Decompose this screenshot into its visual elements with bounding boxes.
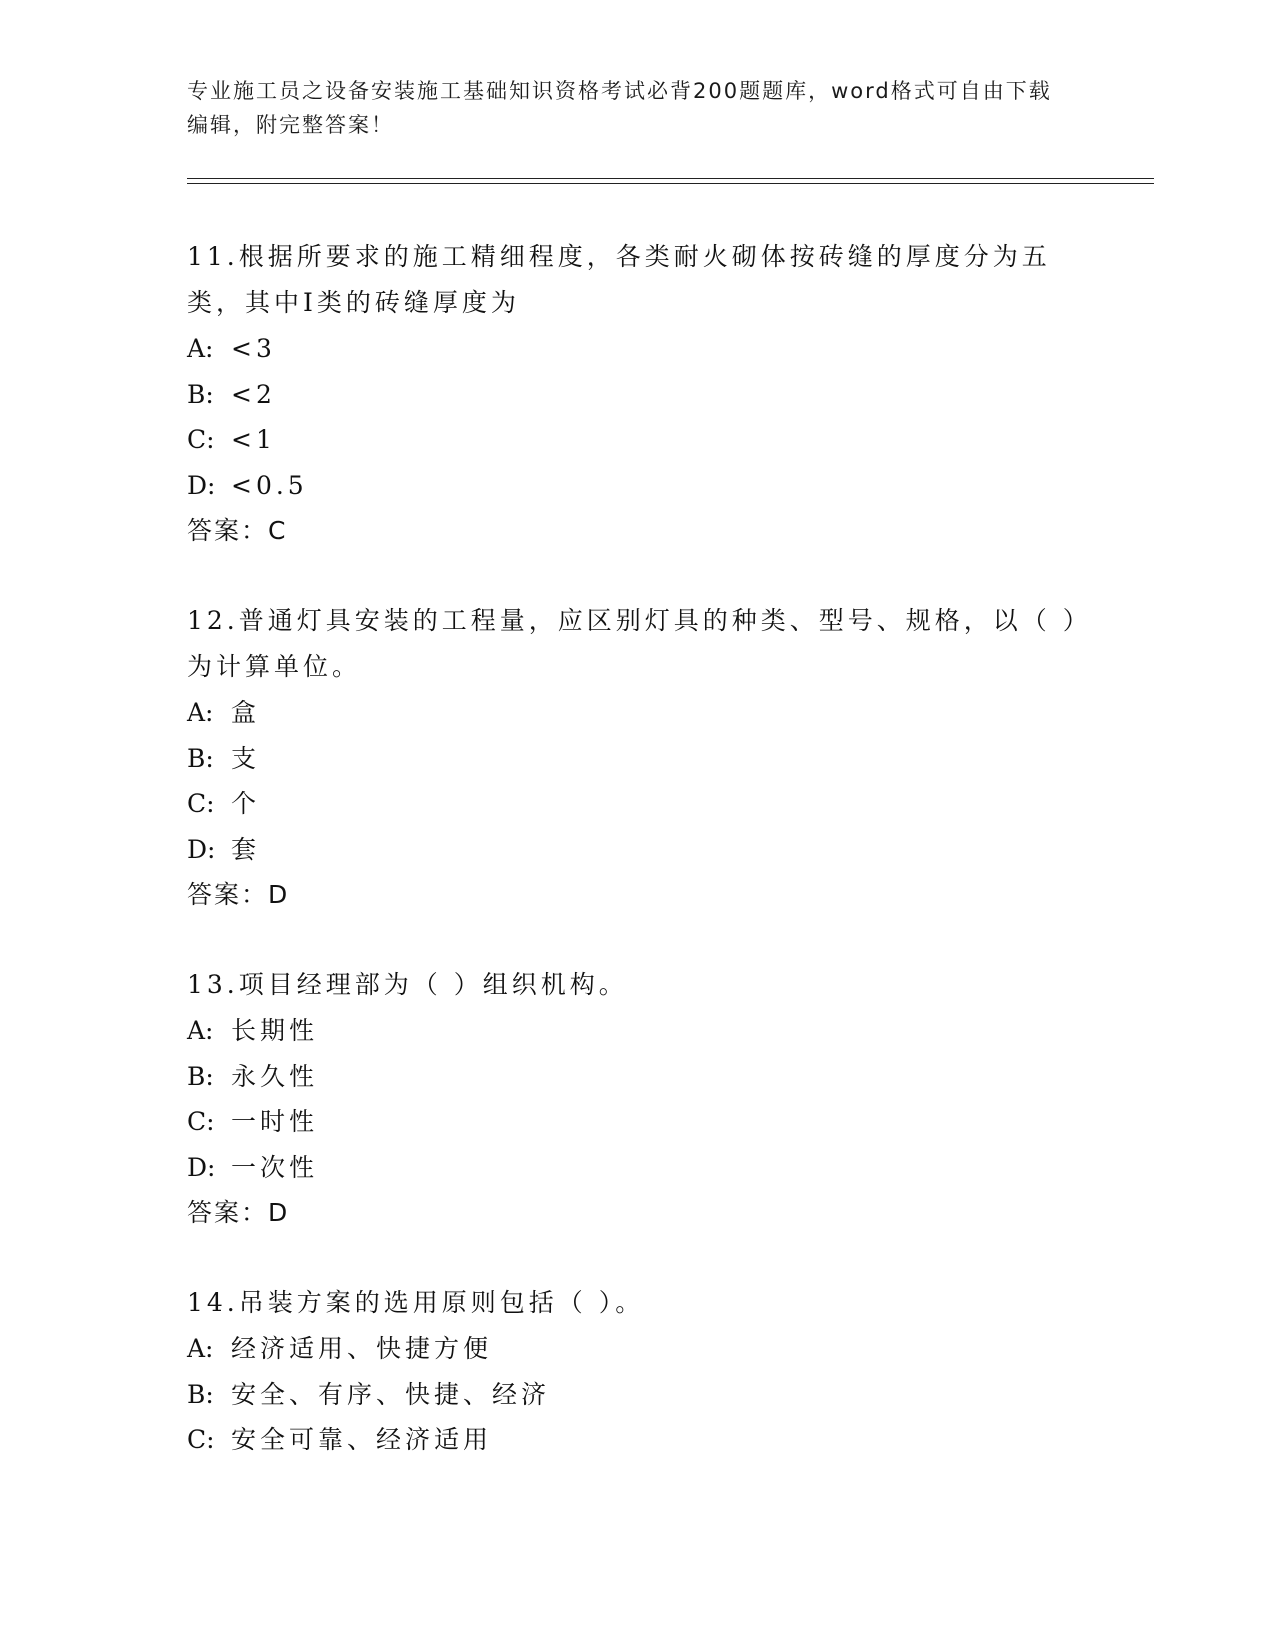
option-text: 一时性	[231, 1107, 319, 1136]
option-key: C:	[187, 1425, 215, 1454]
option-key: D:	[187, 1152, 216, 1182]
option-b	[187, 736, 1087, 782]
option-key: B:	[187, 743, 214, 773]
option-c	[187, 781, 1087, 827]
question-stem: 12.普通灯具安装的工程量，应区别灯具的种类、型号、规格，以（ ）为计算单位。	[187, 606, 1080, 681]
option-text: 盒	[231, 698, 261, 727]
option-text: <3	[231, 334, 276, 363]
question-stem: 13.项目经理部为（ ）组织机构。	[187, 970, 628, 999]
document-header	[187, 74, 1067, 142]
header-divider-bottom	[187, 183, 1154, 184]
option-text: 安全可靠、经济适用	[231, 1425, 493, 1454]
question-12	[187, 598, 1087, 918]
option-key: D:	[187, 834, 216, 864]
answer-line: 答案：D	[187, 1198, 290, 1227]
option-d	[187, 827, 1087, 873]
option-a	[187, 690, 1087, 736]
answer-line: 答案：C	[187, 516, 288, 545]
header-intro-text: 专业施工员之设备安装施工基础知识资格考试必背200题题库，word格式可自由下载编辑，附完整答案！	[187, 79, 1052, 137]
option-text: <1	[231, 425, 276, 454]
option-text: <0.5	[231, 470, 308, 500]
option-key: A:	[187, 698, 214, 727]
header-divider-top	[187, 178, 1154, 179]
option-text: 长期性	[231, 1016, 319, 1045]
option-a	[187, 326, 1087, 372]
option-key: A:	[187, 334, 214, 363]
option-d	[187, 463, 1087, 509]
option-a	[187, 1008, 1087, 1054]
question-stem: 14.吊装方案的选用原则包括（ ）。	[187, 1288, 645, 1317]
option-key: A:	[187, 1334, 214, 1363]
option-key: D:	[187, 470, 216, 500]
option-key: B:	[187, 1379, 214, 1409]
question-list	[187, 234, 1087, 1507]
option-text: 个	[231, 789, 261, 818]
option-c	[187, 417, 1087, 463]
option-d	[187, 1145, 1087, 1191]
option-key: A:	[187, 1016, 214, 1045]
option-b	[187, 1372, 1087, 1418]
option-key: C:	[187, 789, 215, 818]
option-text: 安全、有序、快捷、经济	[231, 1379, 551, 1409]
option-text: 一次性	[231, 1152, 319, 1182]
option-text: 套	[231, 834, 261, 864]
option-key: B:	[187, 379, 214, 409]
option-key: C:	[187, 425, 215, 454]
option-c	[187, 1417, 1087, 1463]
question-13	[187, 962, 1087, 1236]
option-key: B:	[187, 1061, 214, 1091]
option-a	[187, 1326, 1087, 1372]
option-text: 永久性	[231, 1061, 319, 1091]
option-text: <2	[231, 379, 276, 409]
option-b	[187, 1054, 1087, 1100]
answer-line: 答案：D	[187, 880, 290, 909]
question-stem: 11.根据所要求的施工精细程度，各类耐火砌体按砖缝的厚度分为五类，其中Ⅰ类的砖缝厚度为	[187, 242, 1051, 317]
option-b	[187, 372, 1087, 418]
option-text: 经济适用、快捷方便	[231, 1334, 493, 1363]
question-14	[187, 1280, 1087, 1463]
option-c	[187, 1099, 1087, 1145]
option-key: C:	[187, 1107, 215, 1136]
question-11	[187, 234, 1087, 554]
option-text: 支	[231, 743, 261, 773]
